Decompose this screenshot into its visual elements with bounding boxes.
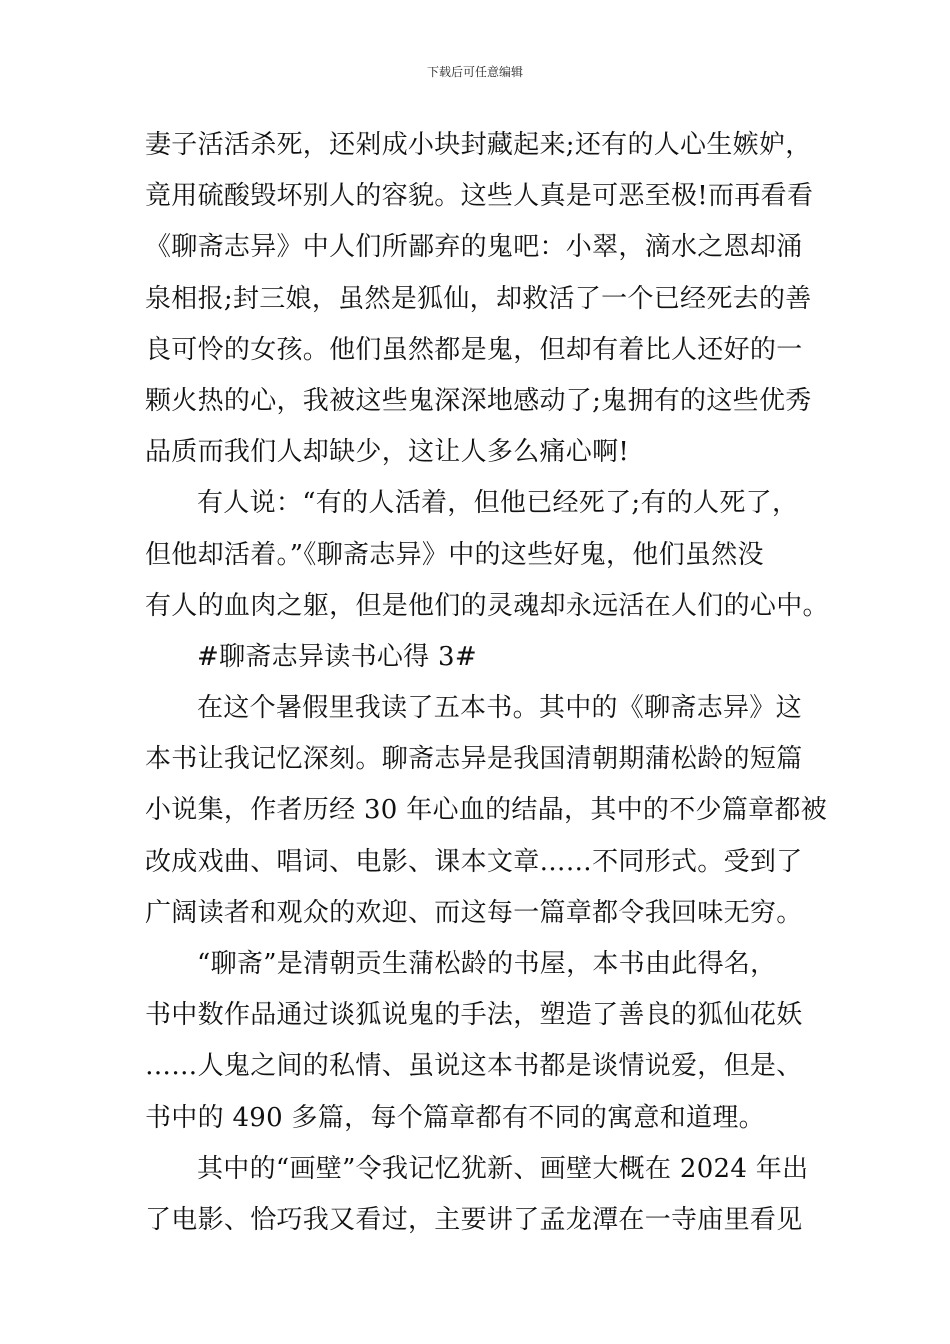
text-line: 妻子活活杀死，还剁成小块封藏起来;还有的人心生嫉妒， [145,130,812,160]
page-header: 下载后可任意编辑 [426,65,523,79]
paragraph-first-line: “聊斋”是清朝贡生蒲松龄的书屋，本书由此得名， [197,949,777,979]
text-line: 《聊斋志异》中人们所鄙弃的鬼吧：小翠，滴水之恩却涌 [145,232,803,263]
paragraph-first-line: 其中的“画壁”令我记忆犹新、画壁大概在 2024 年出 [197,1153,809,1184]
paragraph-first-line: 在这个暑假里我读了五本书。其中的《聊斋志异》这 [197,693,802,724]
section-heading: #聊斋志异读书心得 3# [197,641,477,672]
text-line: 书中的 490 多篇，每个篇章都有不同的寓意和道理。 [145,1102,765,1133]
text-line: ……人鬼之间的私情、虽说这本书都是谈情说爱，但是、 [145,1051,803,1082]
text-line: 本书让我记忆深刻。聊斋志异是我国清朝期蒲松龄的短篇 [145,744,803,775]
text-line: 但他却活着。”《聊斋志异》中的这些好鬼，他们虽然没 [145,539,764,570]
text-line: 颗火热的心，我被这些鬼深深地感动了;鬼拥有的这些优秀 [145,385,812,416]
text-line: 竟用硫酸毁坏别人的容貌。这些人真是可恶至极!而再看看 [145,181,814,212]
text-line: 良可怜的女孩。他们虽然都是鬼，但却有着比人还好的一 [145,334,803,365]
text-line: 有人的血肉之躯，但是他们的灵魂却永远活在人们的心中。 [145,590,829,621]
text-line: 小说集，作者历经 30 年心血的结晶，其中的不少篇章都被 [145,795,828,826]
paragraph-first-line: 有人说：“有的人活着，但他已经死了;有的人死了， [197,488,799,519]
text-line: 泉相报;封三娘，虽然是狐仙，却救活了一个已经死去的善 [145,283,812,314]
text-line: 品质而我们人却缺少，这让人多么痛心啊! [145,437,630,468]
text-line: 改成戏曲、唱词、电影、课本文章……不同形式。受到了 [145,846,803,877]
text-line: 了电影、恰巧我又看过，主要讲了孟龙潭在一寺庙里看见 [145,1204,803,1235]
text-line: 广阔读者和观众的欢迎、而这每一篇章都令我回味无穷。 [145,897,803,928]
document-body [145,120,829,1246]
text-line: 书中数作品通过谈狐说鬼的手法，塑造了善良的狐仙花妖 [145,1000,803,1031]
